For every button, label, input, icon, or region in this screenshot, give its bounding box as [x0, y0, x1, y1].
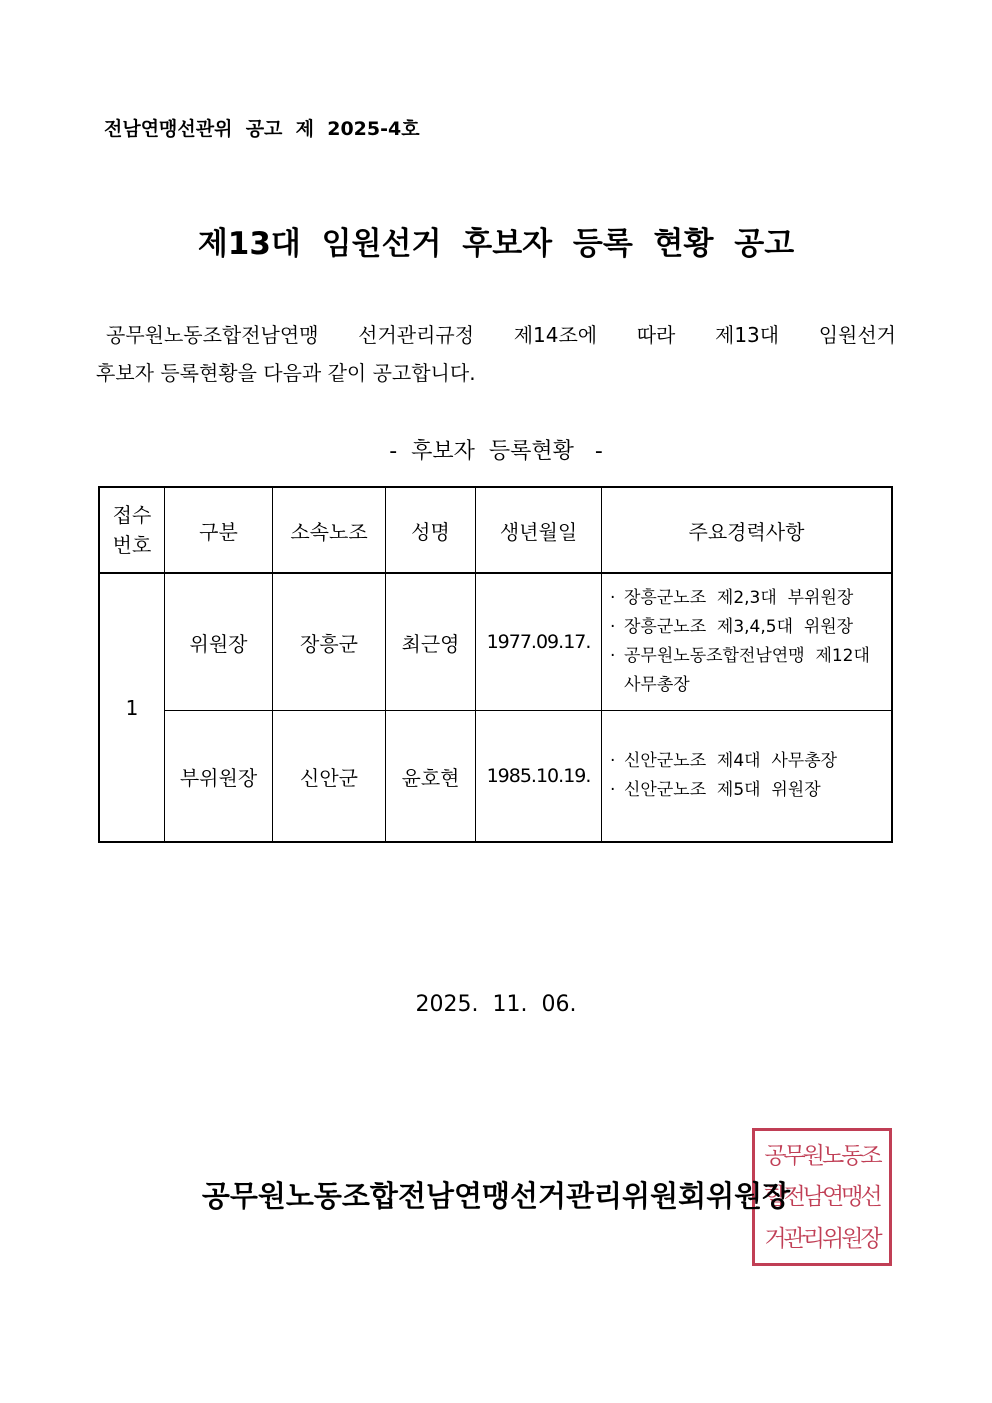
header-label: 번호	[112, 533, 152, 557]
table-row	[99, 711, 892, 843]
birthdate-cell: 1985.10.19.	[476, 711, 602, 843]
birthdate-cell: 1977.09.17.	[476, 573, 602, 711]
bullet-icon: ·	[610, 588, 616, 608]
career-text: 사무총장	[624, 675, 690, 695]
career-text: 신안군노조 제5대 위원장	[624, 780, 821, 800]
announcement-date: 2025. 11. 06.	[415, 992, 577, 1017]
signatory: 공무원노동조합전남연맹선거관리위원회위원장	[201, 1179, 791, 1213]
intro-line-1: 공무원노동조합전남연맹 선거관리규정 제14조에 따라 제13대 임원선거	[106, 323, 896, 347]
name-cell: 윤호현	[386, 711, 476, 843]
union-cell: 장흥군	[273, 573, 386, 711]
page-title: 제13대 임원선거 후보자 등록 현황 공고	[197, 226, 795, 262]
header-receipt-number	[99, 487, 165, 573]
header-label: 접수	[112, 503, 152, 527]
bullet-icon: ·	[610, 751, 616, 771]
notice-number: 전남연맹선관위 공고 제 2025-4호	[104, 118, 420, 140]
type-cell: 부위원장	[165, 711, 273, 843]
header-name: 성명	[386, 487, 476, 573]
career-item	[610, 584, 891, 613]
career-text: 공무원노동조합전남연맹 제12대	[624, 646, 870, 666]
career-item	[610, 776, 891, 805]
candidate-table	[98, 486, 893, 843]
career-text: 장흥군노조 제2,3대 부위원장	[624, 588, 854, 608]
intro-line-2: 후보자 등록현황을 다음과 같이 공고합니다.	[96, 361, 476, 385]
career-cell	[602, 711, 893, 843]
header-type: 구분	[165, 487, 273, 573]
seal-text-line: 공무원노동조	[764, 1143, 880, 1169]
career-cell	[602, 573, 893, 711]
name-cell: 최근영	[386, 573, 476, 711]
section-heading: - 후보자 등록현황 -	[389, 439, 603, 464]
career-item	[610, 613, 891, 642]
bullet-icon: ·	[610, 780, 616, 800]
type-cell: 위원장	[165, 573, 273, 711]
seal-text-line: 거관리위원장	[764, 1225, 880, 1252]
union-cell: 신안군	[273, 711, 386, 843]
bullet-icon: ·	[610, 617, 616, 637]
bullet-icon: ·	[610, 646, 616, 666]
table-header-row	[99, 487, 892, 573]
career-item-continuation	[610, 671, 891, 700]
receipt-number-cell: 1	[99, 573, 165, 842]
career-text: 신안군노조 제4대 사무총장	[624, 751, 838, 771]
intro-paragraph	[96, 316, 896, 392]
seal-text-line: 합전남연맹선	[764, 1184, 880, 1211]
header-career: 주요경력사항	[602, 487, 893, 573]
career-item	[610, 642, 891, 671]
table-row	[99, 573, 892, 711]
header-birthdate: 생년월일	[476, 487, 602, 573]
career-text: 장흥군노조 제3,4,5대 위원장	[624, 617, 854, 637]
header-union: 소속노조	[273, 487, 386, 573]
career-item	[610, 747, 891, 776]
